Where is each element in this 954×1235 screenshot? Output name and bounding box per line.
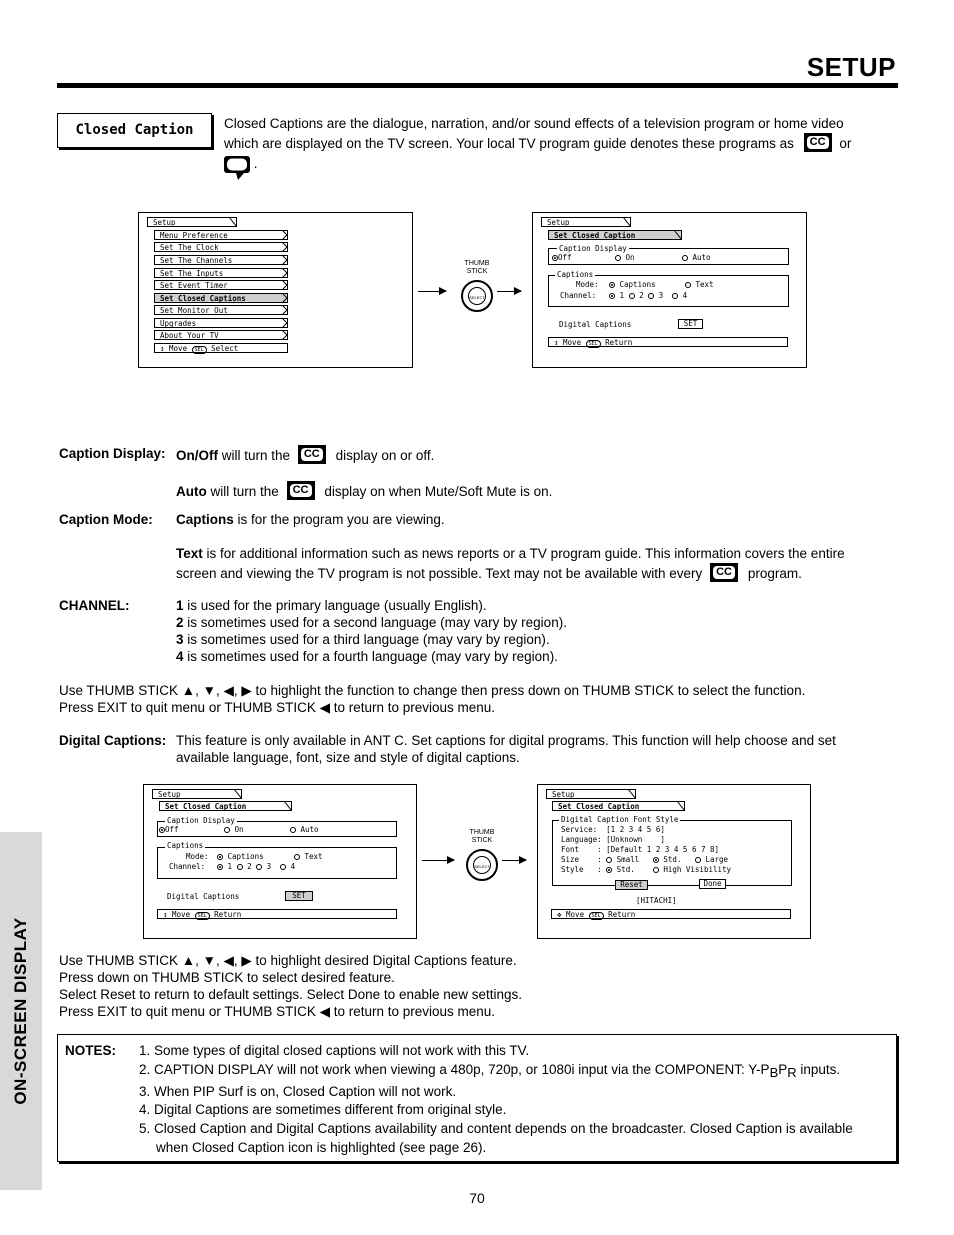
- sel-icon: SEL: [589, 912, 604, 920]
- sel-icon: SEL: [192, 346, 207, 354]
- sel-icon: SEL: [586, 340, 601, 348]
- channel-list: [176, 597, 567, 665]
- menu-item-set-the-inputs[interactable]: Set The Inputs: [154, 268, 288, 278]
- style-row[interactable]: Style : Std. High Visibility: [561, 865, 732, 874]
- caption-mode-text: Text is for additional information such as news reports or a TV program guide. This information covers the entire screen and viewing the TV program is not possible. Text may not be available with every CC program.: [176, 546, 845, 581]
- osd-setup-header: Setup: [147, 217, 237, 227]
- mode-captions-option[interactable]: Captions: [217, 852, 264, 861]
- cc-icon: CC: [287, 481, 315, 500]
- sel-icon: SEL: [195, 912, 210, 920]
- caption-display-on[interactable]: On: [615, 253, 635, 262]
- reset-button[interactable]: Reset: [615, 880, 648, 890]
- osd-closed-caption-menu: [532, 212, 807, 368]
- note-item: 1. Some types of digital closed captions will not work with this TV.: [139, 1043, 530, 1058]
- notes-label: NOTES:: [65, 1043, 117, 1058]
- language-row[interactable]: Language: [Unknown ]: [561, 835, 665, 844]
- caption-display-auto: Auto will turn the CC display on when Mute/Soft Mute is on.: [176, 481, 552, 501]
- notes-list: [139, 1042, 853, 1158]
- move-arrows-icon: ↕: [163, 910, 168, 919]
- intro-period: .: [253, 156, 258, 171]
- menu-item-set-event-timer[interactable]: Set Event Timer: [154, 280, 288, 290]
- note-item: 3. When PIP Surf is on, Closed Caption will not work.: [139, 1083, 457, 1099]
- captions-group-label: Captions: [557, 270, 594, 279]
- channel-options[interactable]: 1 2 3 4: [217, 862, 295, 871]
- osd-digital-header: Setup: [546, 789, 636, 799]
- osd-digital-footer: ✥ Move SEL Return: [551, 909, 791, 919]
- thumb-stick-icon: THUMB STICK SELECT: [462, 829, 502, 881]
- menu-item-set-the-clock[interactable]: Set The Clock: [154, 242, 288, 252]
- osd-cc-footer: ↕ Move SEL Return: [548, 337, 788, 347]
- page-title: SETUP: [806, 52, 896, 82]
- instructions-2: Use THUMB STICK ▲, ▼, ◀, ▶ to highlight desired Digital Captions feature. Press down on THUMB STICK to select desired feature. Select Reset to return to default settings. Select Done to enable new settings. Press EXIT to quit menu or THUMB STICK ◀ to return to previous menu.: [59, 953, 523, 1019]
- channel-item: 2 is sometimes used for a second language (may vary by region).: [176, 615, 567, 630]
- digital-captions-label: Digital Captions: [167, 892, 240, 901]
- done-button[interactable]: Done: [699, 879, 726, 889]
- page-number: 70: [469, 1190, 485, 1206]
- move-arrows-icon: ↕: [160, 344, 165, 353]
- set-button[interactable]: SET: [285, 891, 313, 901]
- mode-captions-option[interactable]: Captions: [609, 280, 656, 289]
- intro-line-1: Closed Captions are the dialogue, narration, and/or sound effects of a television program or home video: [224, 116, 844, 131]
- caption-display-label: Caption Display: [559, 244, 627, 253]
- move-arrows-icon: ↕: [554, 338, 559, 347]
- notes-box: [57, 1034, 897, 1162]
- menu-item-menu-preference[interactable]: Menu Preference: [154, 230, 288, 240]
- osd-cc-footer: ↕ Move SEL Return: [157, 909, 397, 919]
- channel-item: 1 is used for the primary language (usually English).: [176, 598, 487, 613]
- caption-display-label: Caption Display: [167, 816, 235, 825]
- font-row[interactable]: Font : [Default 1 2 3 4 5 6 7 8]: [561, 845, 720, 854]
- menu-item-about-your-tv[interactable]: About Your TV: [154, 330, 288, 340]
- arrow-right-icon: [497, 291, 521, 292]
- note-item: 4. Digital Captions are sometimes different from original style.: [139, 1102, 507, 1118]
- caption-display-off[interactable]: Off: [552, 253, 572, 262]
- captions-mode-label: Mode:: [186, 852, 209, 861]
- feature-label-box: Closed Caption: [57, 113, 212, 148]
- caption-mode-label: Caption Mode:: [59, 512, 153, 527]
- instructions-1: Use THUMB STICK ▲, ▼, ◀, ▶ to highlight the function to change then press down on THUMB STICK to select the function. Press EXIT to quit menu or THUMB STICK ◀ to return to previous menu.: [59, 683, 806, 715]
- osd-digital-title: Set Closed Caption: [552, 801, 685, 811]
- caption-mode-captions: Captions is for the program you are viewing.: [176, 512, 445, 527]
- channel-item: 4 is sometimes used for a fourth language (may vary by region).: [176, 649, 558, 664]
- mode-text-option[interactable]: Text: [294, 852, 323, 861]
- caption-display-label: Caption Display:: [59, 446, 166, 461]
- side-tab-label: ON-SCREEN DISPLAY: [11, 917, 30, 1105]
- intro-paragraph: [224, 115, 900, 178]
- digital-captions-text: This feature is only available in ANT C. Set captions for digital programs. This function will help choose and set available language, font, size and style of digital captions.: [176, 733, 836, 765]
- osd-cc-title: Set Closed Caption: [159, 801, 292, 811]
- caption-display-onoff: On/Off will turn the CC display on or off.: [176, 445, 434, 465]
- channel-options[interactable]: 1 2 3 4: [609, 291, 687, 300]
- osd-setup-footer: ↕ Move SEL Select: [154, 343, 288, 353]
- thumb-stick-icon: THUMB STICK SELECT: [457, 260, 497, 312]
- intro-or: or: [839, 136, 852, 151]
- osd-cc-header: Setup: [541, 217, 631, 227]
- arrow-right-icon: [422, 860, 454, 861]
- caption-display-on[interactable]: On: [224, 825, 244, 834]
- side-tab: [0, 832, 42, 1190]
- captions-mode-label: Mode:: [576, 280, 599, 289]
- menu-item-set-the-channels[interactable]: Set The Channels: [154, 255, 288, 265]
- channel-item: 3 is sometimes used for a third language (may vary by region).: [176, 632, 550, 647]
- set-button[interactable]: SET: [678, 319, 703, 329]
- channel-section-label: CHANNEL:: [59, 598, 130, 613]
- intro-line-2: which are displayed on the TV screen. Your local TV program guide denotes these programs as: [224, 136, 794, 151]
- note-item: when Closed Caption icon is highlighted (see page 26).: [156, 1139, 487, 1155]
- osd-cc-title: Set Closed Caption: [548, 230, 682, 240]
- arrow-right-icon: [418, 291, 446, 292]
- caption-bubble-icon: [224, 156, 250, 178]
- intro-line-3-row: [224, 155, 900, 178]
- cc-icon: CC: [710, 563, 738, 582]
- osd-cc-header: Setup: [152, 789, 242, 799]
- intro-line-2-row: [224, 133, 900, 153]
- channel-label: Channel:: [560, 291, 597, 300]
- size-row[interactable]: Size : Small Std. Large: [561, 855, 729, 864]
- mode-text-option[interactable]: Text: [685, 280, 714, 289]
- osd-closed-caption-menu-2: [143, 784, 417, 939]
- font-style-group-label: Digital Caption Font Style: [561, 815, 679, 824]
- note-item: 2. CAPTION DISPLAY will not work when viewing a 480p, 720p, or 1080i input via the COMPONENT: $Y-P_BP_R$ inputs.: [139, 1061, 841, 1080]
- osd-digital-caption-menu: [537, 784, 811, 939]
- note-item: 5. Closed Caption and Digital Captions availability and content depends on the broadcaster. Closed Caption is available: [139, 1121, 853, 1137]
- digital-captions-label: Digital Captions:: [59, 733, 167, 748]
- caption-display-auto[interactable]: Auto: [682, 253, 711, 262]
- osd-setup-menu: [138, 212, 413, 368]
- brand-label: [HITACHI]: [636, 896, 677, 905]
- caption-display-off[interactable]: Off: [159, 825, 179, 834]
- menu-item-set-monitor-out[interactable]: Set Monitor Out: [154, 305, 288, 315]
- cc-icon: CC: [298, 445, 326, 464]
- captions-group-label: Captions: [167, 841, 204, 850]
- menu-item-set-closed-captions[interactable]: Set Closed Captions: [154, 293, 288, 303]
- caption-display-auto[interactable]: Auto: [290, 825, 319, 834]
- digital-captions-label: Digital Captions: [559, 320, 632, 329]
- cc-icon: CC: [804, 133, 832, 152]
- move-arrows-icon: ✥: [557, 910, 562, 919]
- menu-item-upgrades[interactable]: Upgrades: [154, 318, 288, 328]
- service-row[interactable]: Service: [1 2 3 4 5 6]: [561, 825, 665, 834]
- header-rule: [57, 83, 898, 88]
- arrow-right-icon: [502, 860, 526, 861]
- channel-label: Channel:: [169, 862, 206, 871]
